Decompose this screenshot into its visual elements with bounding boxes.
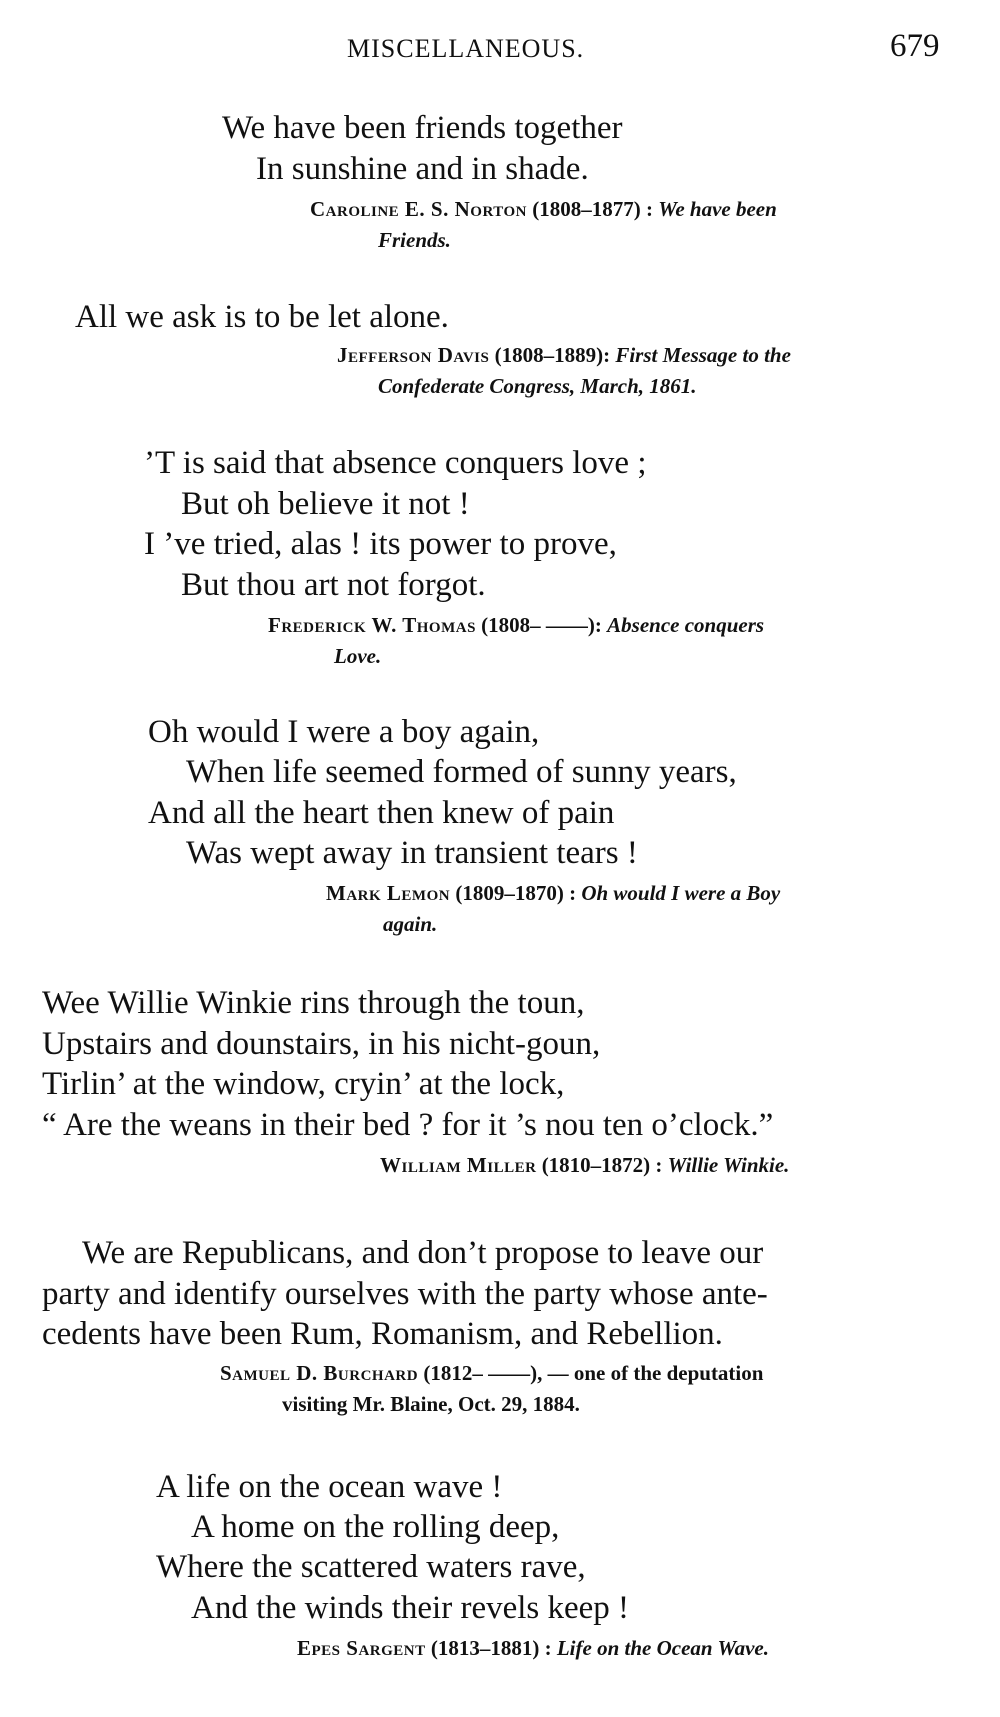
author-name: Caroline E. S. Norton — [310, 197, 527, 221]
author-name: Frederick W. Thomas — [268, 613, 476, 637]
verse-line: When life seemed formed of sunny years, — [186, 754, 737, 790]
author-name: Mark Lemon — [326, 881, 451, 905]
verse-line: And all the heart then knew of pain — [148, 795, 615, 831]
attribution-note: visiting Mr. Blaine, Oct. 29, 1884. — [282, 1392, 580, 1416]
attribution-continued — [378, 226, 451, 254]
author-dates: (1809–1870) : — [450, 881, 582, 905]
verse-line: Wee Willie Winkie rins through the toun, — [42, 985, 585, 1021]
attribution — [220, 1359, 763, 1387]
attribution-continued — [383, 910, 437, 938]
prose-line: All we ask is to be let alone. — [75, 299, 449, 335]
verse-line: A home on the rolling deep, — [191, 1509, 560, 1545]
attribution-continued — [334, 642, 381, 670]
attribution — [337, 341, 791, 369]
verse-line: But thou art not forgot. — [181, 567, 486, 603]
author-dates: (1810–1872) : — [536, 1153, 668, 1177]
author-name: Epes Sargent — [297, 1636, 426, 1660]
verse-line: A life on the ocean wave ! — [156, 1469, 503, 1505]
verse-line: Was wept away in transient tears ! — [186, 835, 638, 871]
work-title: Willie Winkie. — [667, 1153, 790, 1177]
page-number: 679 — [890, 28, 940, 64]
author-dates: (1813–1881) : — [425, 1636, 557, 1660]
prose-line: We are Republicans, and don’t propose to leave our — [82, 1235, 764, 1271]
work-title: Absence conquers — [607, 613, 765, 637]
attribution — [326, 879, 780, 907]
verse-line: I ’ve tried, alas ! its power to prove, — [144, 526, 617, 562]
attribution — [268, 611, 764, 639]
verse-line: And the winds their revels keep ! — [191, 1590, 630, 1626]
verse-line: “ Are the weans in their bed ? for it ’s nou ten o’clock.” — [42, 1107, 774, 1143]
author-dates: (1808–1889): — [489, 343, 616, 367]
author-dates: (1808– ——): — [475, 613, 608, 637]
verse-line: ’T is said that absence conquers love ; — [144, 445, 647, 481]
author-dates: (1808–1877) : — [527, 197, 659, 221]
prose-line: cedents have been Rum, Romanism, and Rebellion. — [42, 1316, 723, 1352]
prose-line: party and identify ourselves with the party whose ante- — [42, 1276, 768, 1312]
attribution — [297, 1634, 769, 1662]
author-name: William Miller — [380, 1153, 537, 1177]
attribution-continued — [282, 1390, 580, 1418]
running-header — [0, 28, 1000, 68]
attribution-continued — [378, 372, 697, 400]
work-title-continued: Friends. — [378, 228, 451, 252]
verse-line: Tirlin’ at the window, cryin’ at the lock, — [42, 1066, 565, 1102]
author-name: Samuel D. Burchard — [220, 1361, 419, 1385]
work-title-continued: again. — [383, 912, 438, 936]
work-title-continued: Love. — [334, 644, 382, 668]
verse-line: Where the scattered waters rave, — [156, 1549, 586, 1585]
verse-line: But oh believe it not ! — [181, 486, 470, 522]
verse-line: Oh would I were a boy again, — [148, 714, 540, 750]
author-name: Jefferson Davis — [337, 343, 490, 367]
verse-line: Upstairs and dounstairs, in his nicht-goun, — [42, 1026, 601, 1062]
work-title: First Message to the — [615, 343, 791, 367]
verse-line: We have been friends together — [222, 110, 623, 146]
work-title: We have been — [658, 197, 777, 221]
author-dates: (1812– ——), — one of the deputation — [418, 1361, 764, 1385]
attribution — [310, 195, 777, 223]
verse-line: In sunshine and in shade. — [256, 151, 589, 187]
work-title: Life on the Ocean Wave. — [556, 1636, 769, 1660]
attribution — [380, 1151, 789, 1179]
work-title-continued: Confederate Congress, March, 1861. — [378, 374, 697, 398]
section-title: MISCELLANEOUS. — [347, 34, 585, 63]
work-title: Oh would I were a Boy — [581, 881, 781, 905]
